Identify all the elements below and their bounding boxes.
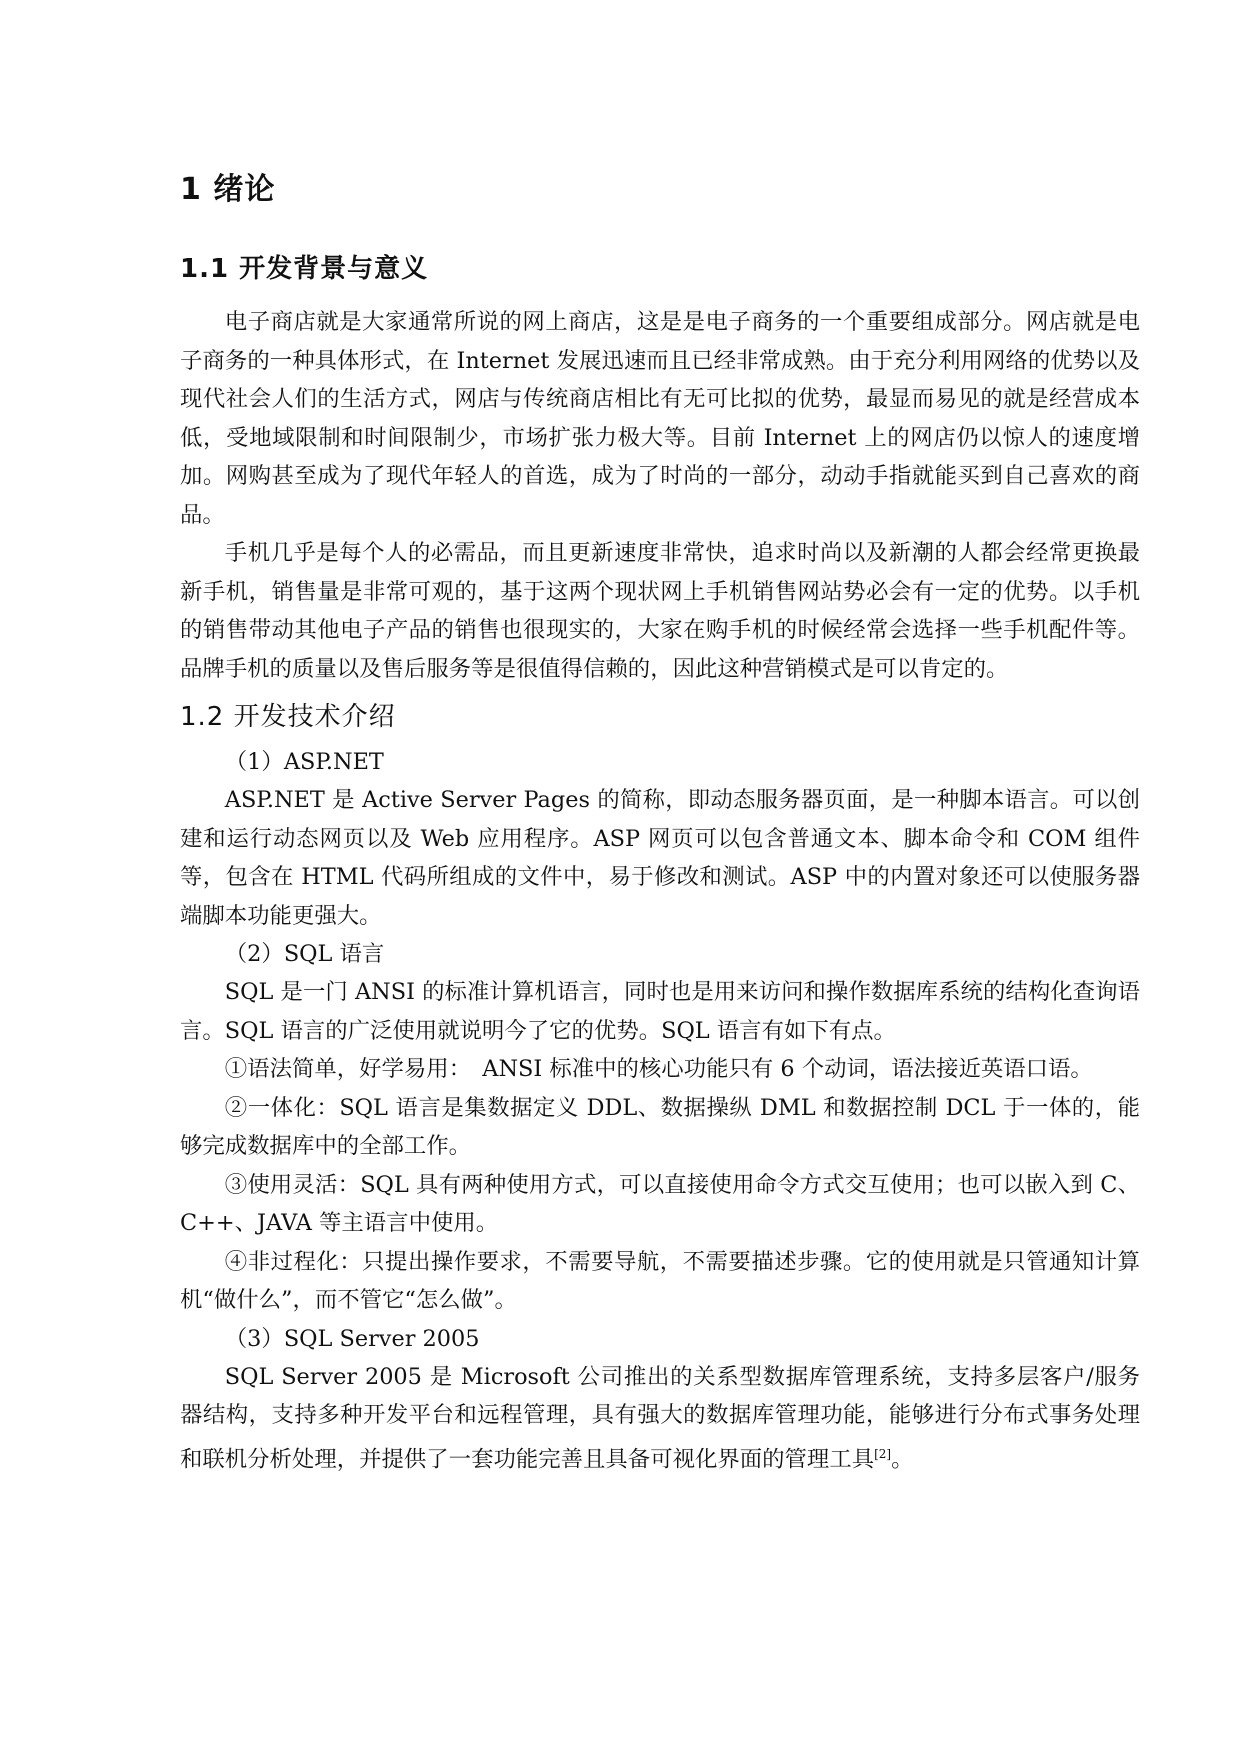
sqlserver-paragraph-end: 。 <box>891 1445 914 1472</box>
background-paragraph-2: 手机几乎是每个人的必需品，而且更新速度非常快，追求时尚以及新潮的人都会经常更换最新手机，销售量是非常可观的，基于这两个现状网上手机销售网站势必会有一定的优势。以手机的销售带动其他电子产品的销售也很现实的，大家在购手机的时候经常会选择一些手机配件等。品牌手机的质量以及售后服务等是很值得信赖的，因此这种营销模式是可以肯定的。 <box>180 540 1140 682</box>
sql-paragraph: SQL 是一门 ANSI 的标准计算机语言，同时也是用来访问和操作数据库系统的结构化查询语言。SQL 语言的广泛使用就说明今了它的优势。SQL 语言有如下有点。 <box>180 979 1140 1044</box>
sql-point-1: ①语法简单，好学易用： ANSI 标准中的核心功能只有 6 个动词，语法接近英语口语。 <box>224 1056 1093 1082</box>
sql-heading: （2）SQL 语言 <box>224 941 385 967</box>
sqlserver-paragraph <box>180 1358 1140 1479</box>
sql-point-2: ②一体化：SQL 语言是集数据定义 DDL、数据操纵 DML 和数据控制 DCL 于一体的，能够完成数据库中的全部工作。 <box>180 1094 1140 1159</box>
section-1-1-title: 1.1 开发背景与意义 <box>180 254 429 284</box>
chapter-title: 1 绪论 <box>180 172 276 207</box>
document-page <box>180 150 1140 1478</box>
citation-marker: [2] <box>874 1446 892 1461</box>
sqlserver-paragraph-text: SQL Server 2005 是 Microsoft 公司推出的关系型数据库管理系统，支持多层客户/服务器结构，支持多种开发平台和远程管理，具有强大的数据库管理功能，能够进行分布式事务处理和联机分析处理，并提供了一套功能完善且具备可视化界面的管理工具 <box>180 1363 1140 1472</box>
sql-point-3: ③使用灵活：SQL 具有两种使用方式，可以直接使用命令方式交互使用；也可以嵌入到 C、C++、JAVA 等主语言中使用。 <box>180 1171 1140 1236</box>
asp-heading: （1）ASP.NET <box>224 749 384 775</box>
sqlserver-heading: （3）SQL Server 2005 <box>224 1325 480 1352</box>
background-paragraph-1: 电子商店就是大家通常所说的网上商店，这是是电子商务的一个重要组成部分。网店就是电子商务的一种具体形式，在 Internet 发展迅速而且已经非常成熟。由于充分利用网络的优势以及现代社会人们的生活方式，网店与传统商店相比有无可比拟的优势，最显而易见的就是经营成本低，受地域限制和时间限制少，市场扩张力极大等。目前 Internet 上的网店仍以惊人的速度增加。网购甚至成为了现代年轻人的首选，成为了时尚的一部分，动动手指就能买到自己喜欢的商品。 <box>180 309 1140 528</box>
asp-paragraph: ASP.NET 是 Active Server Pages 的简称，即动态服务器页面，是一种脚本语言。可以创建和运行动态网页以及 Web 应用程序。ASP 网页可以包含普通文本、脚本命令和 COM 组件等，包含在 HTML 代码所组成的文件中，易于修改和测试。ASP 中的内置对象还可以使服务器端脚本功能更强大。 <box>180 787 1140 929</box>
section-1-2-title: 1.2 开发技术介绍 <box>180 702 396 732</box>
sql-point-4: ④非过程化：只提出操作要求，不需要导航，不需要描述步骤。它的使用就是只管通知计算机“做什么”，而不管它“怎么做”。 <box>180 1248 1140 1313</box>
